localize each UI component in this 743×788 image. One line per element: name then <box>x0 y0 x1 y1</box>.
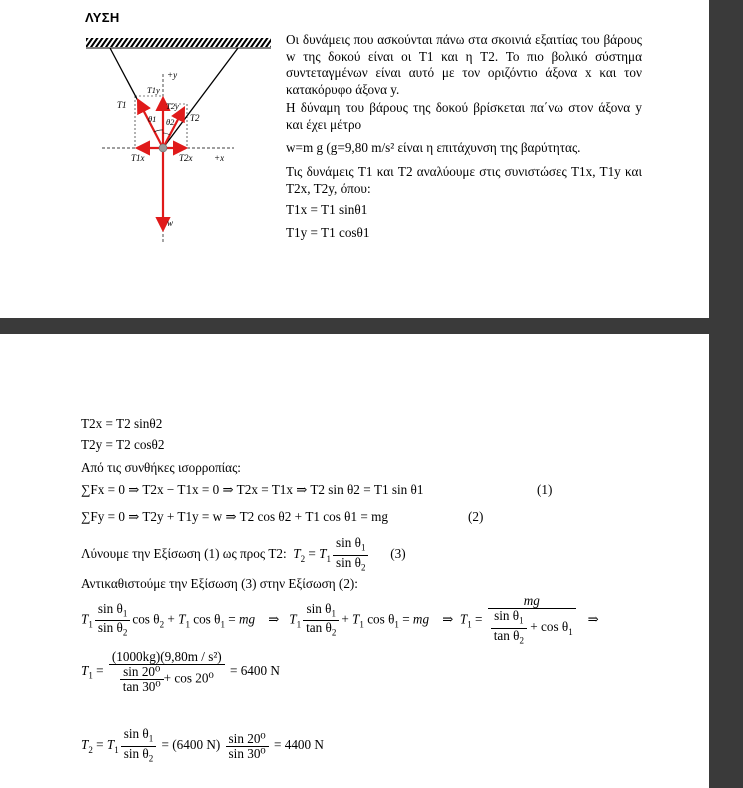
pivot-point <box>159 144 167 152</box>
equation-number-3: (3) <box>390 546 406 562</box>
t2-arrow <box>163 108 184 148</box>
t2-den: sin 30⁰ <box>228 745 266 761</box>
t1-den-cos: + cos 20⁰ <box>163 670 214 686</box>
solve-for-t2: Λύνουμε την Εξίσωση (1) ως προς T2: $T_2 = T_1$ $\frac{\sin \theta_1}{\sin \theta_2}$ (3) <box>81 535 406 573</box>
t1y-formula: T1y = T1 cosθ1 <box>286 225 370 240</box>
viewer-margin-right <box>709 0 743 318</box>
t1-label: T1 <box>117 100 127 110</box>
equilibrium-heading: Από τις συνθήκες ισορροπίας: <box>81 460 241 475</box>
theta1-label: θ1 <box>148 114 157 124</box>
plus-y-label: +y <box>167 70 178 80</box>
viewer-margin-right-2 <box>709 334 743 788</box>
rope-right <box>163 48 238 148</box>
plus-x-label: +x <box>214 153 225 163</box>
weight-formula: w=m g (g=9,80 m/s² είναι η επιτάχυνση της βαρύτητας. <box>286 140 581 155</box>
sum-fx-equation: ∑Fx = 0 ⇒ T2x − T1x = 0 ⇒ T2x = T1x ⇒ T2 sin θ2 = T1 sin θ1 <box>81 482 424 497</box>
t1-numeric: $T_1$ = (1000kg)(9,80m / s²) $\frac{\text{sin 20⁰}}{\text{tan 30⁰}}$ + cos 20⁰ = 6400 N <box>81 649 280 694</box>
t1-numerator: (1000kg)(9,80m / s²) <box>109 650 225 665</box>
t2-value-t1: = (6400 N) <box>161 737 221 753</box>
page-gap <box>0 318 743 334</box>
t2y-formula: T2y = T2 cosθ2 <box>81 437 165 452</box>
theta2-label: θ2 <box>166 117 175 127</box>
t1-result: = 6400 N <box>229 663 280 679</box>
intro-paragraph-1: Οι δυνάμεις που ασκούνται πάνω στα σκοινιά εξαιτίας του βάρους w της δοκού είναι οι T1 και η T2. Το πιο βολικό σύστημα συντεταγμένων είναι αυτό με τον οριζόντιο άξονα x και τον κατακόρυφο άξονα y. <box>286 32 642 97</box>
equation-number-2: (2) <box>468 509 484 524</box>
t1x-label: T1x <box>131 153 145 163</box>
intro-paragraph-4: Τις δυνάμεις T1 και T2 αναλύουμε στις συνιστώσες T1x, T1y και T2x, T2y, όπου: <box>286 164 642 196</box>
t2x-formula: T2x = T2 sinθ2 <box>81 416 163 431</box>
solution-heading: ΛΥΣΗ <box>85 10 120 25</box>
force-diagram <box>84 34 274 244</box>
t1-arrow <box>138 100 163 148</box>
t2-num: sin 20⁰ <box>226 732 269 747</box>
intro-paragraph-2: Η δύναμη του βάρους της δοκού βρίσκεται πα΄νω στον άξονα y και έχει μέτρο <box>286 100 642 132</box>
t2y-label: T2y <box>166 101 179 111</box>
substitution-chain: $T_1$ $\frac{\sin \theta_1}{\sin \theta_2}$ $\cos \theta_2 + T_1$ $\cos \theta_1$ = mg ⇒ $T_1$ $\frac{\sin \theta_1}{\tan \theta_2}$ + $T_1$ $\cos \theta_1$ = mg ⇒ $T_1$ = mg $\frac{\sin \theta_1}{\tan \theta_2}$ + $\cos \theta_1$ ⇒ <box>81 593 599 646</box>
sum-fy-equation: ∑Fy = 0 ⇒ T2y + T1y = w ⇒ T2 cos θ2 + T1 cos θ1 = mg <box>81 509 388 524</box>
t1-den-tan: tan 30⁰ <box>122 679 161 694</box>
t1-den-sin: sin 20⁰ <box>120 665 164 680</box>
solve-text: Λύνουμε την Εξίσωση (1) ως προς T2: <box>81 546 287 562</box>
t1y-label: T1y <box>147 85 160 95</box>
t2-result: = 4400 N <box>274 737 324 753</box>
ceiling <box>86 38 271 47</box>
t2-numeric: $T_2 = T_1$ $\frac{\sin \theta_1}{\sin \theta_2}$ = (6400 N) $\frac{\text{sin 20⁰}}{\text{sin 30⁰}}$ = 4400 N <box>81 726 324 764</box>
equation-number-1: (1) <box>537 482 553 497</box>
w-label: w <box>167 218 174 228</box>
t1x-formula: T1x = T1 sinθ1 <box>286 202 368 217</box>
t2x-label: T2x <box>179 153 193 163</box>
t2-label: T2 <box>190 113 200 123</box>
substitution-heading: Αντικαθιστούμε την Εξίσωση (3) στην Εξίσωση (2): <box>81 576 358 591</box>
